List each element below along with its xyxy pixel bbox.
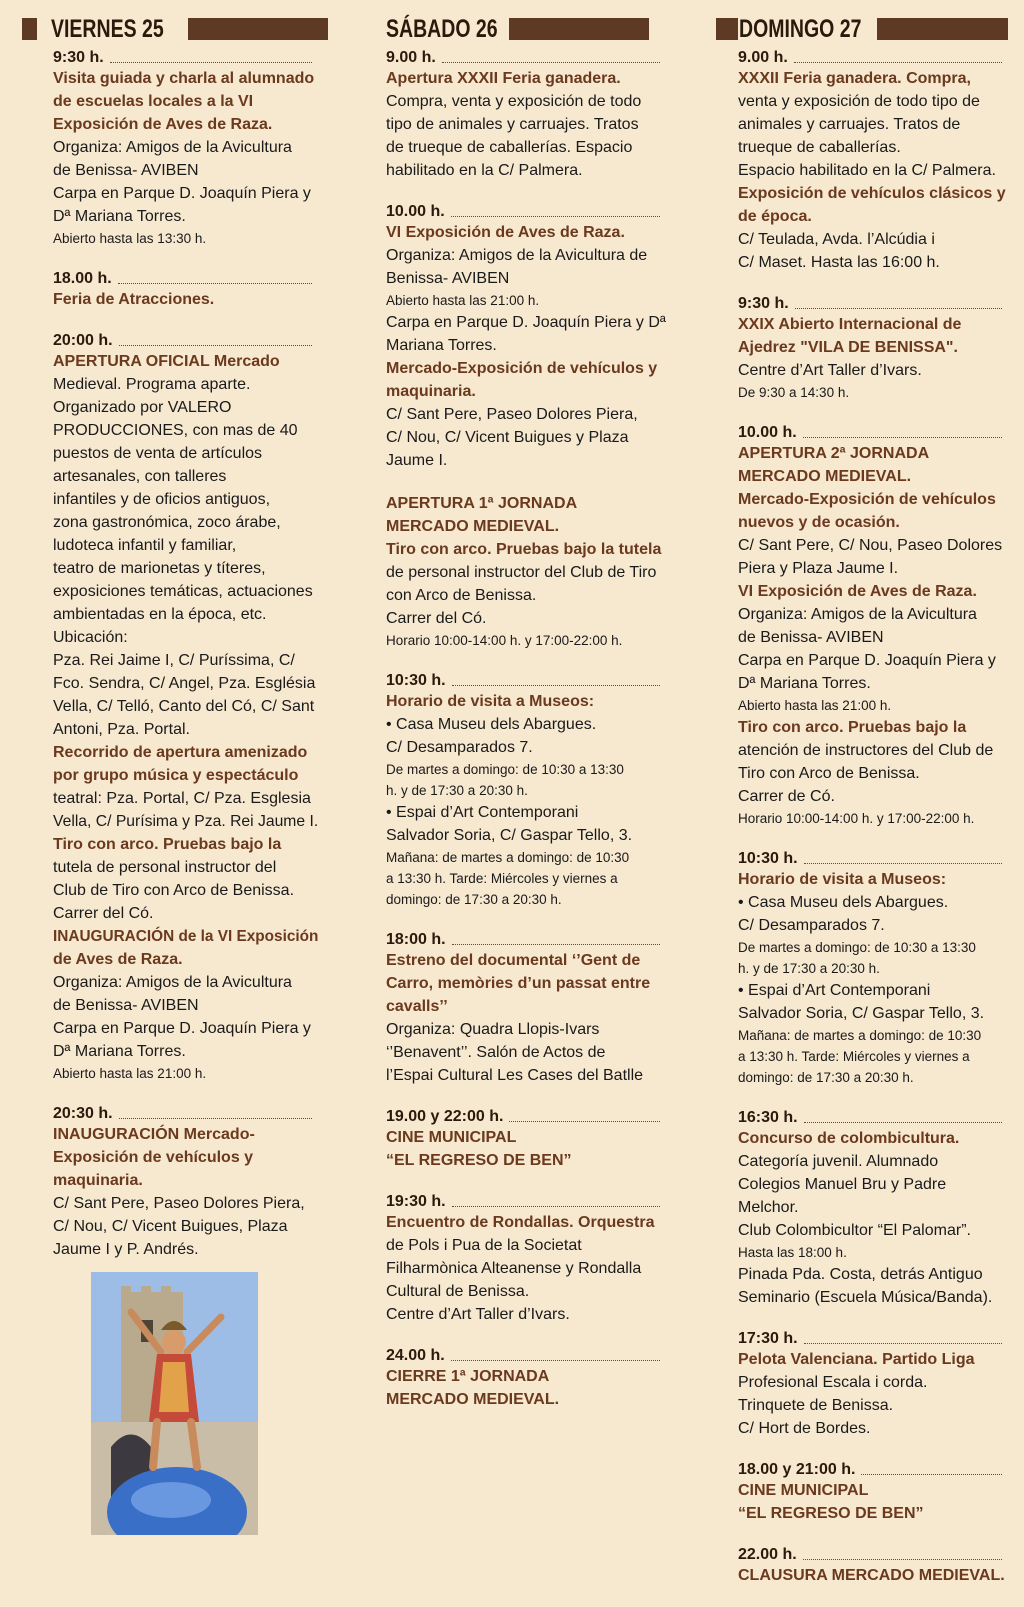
event-detail-line: C/ Nou, C/ Vicent Buigues, Plaza <box>53 1218 288 1235</box>
event-detail-line: Organiza: Amigos de la Avicultura de <box>386 247 648 264</box>
event-title-line: maquinaria. <box>53 1172 143 1189</box>
event-detail-line: domingo: de 17:30 a 20:30 h. <box>738 1070 914 1085</box>
event-detail-line: Jaume I y P. Andrés. <box>53 1241 199 1258</box>
event-detail-line: Abierto hasta las 21:00 h. <box>386 293 540 308</box>
dotted-leader <box>452 943 660 945</box>
header-bar-right <box>188 18 328 40</box>
event-detail-line: Horario 10:00-14:00 h. y 17:00-22:00 h. <box>738 811 975 826</box>
event-block <box>738 1329 1008 1440</box>
event-detail-line: de personal instructor del Club de Tiro <box>386 564 657 581</box>
event-time: 9.00 h. <box>738 49 788 66</box>
event-detail-line: Club de Tiro con Arco de Benissa. <box>53 882 295 899</box>
event-title-line: “EL REGRESO DE BEN” <box>738 1505 924 1522</box>
event-detail-line: Filharmònica Alteanense y Rondalla <box>386 1260 642 1277</box>
event-title-line: nuevos y de ocasión. <box>738 514 900 531</box>
event-detail-line: habilitado en la C/ Palmera. <box>386 162 583 179</box>
event-detail-line: de Benissa- AVIBEN <box>738 629 884 646</box>
event-detail-line: Abierto hasta las 13:30 h. <box>53 231 207 246</box>
event-title-line: “EL REGRESO DE BEN” <box>386 1152 572 1169</box>
event-detail-line: Carpa en Parque D. Joaquín Piera y <box>53 1020 311 1037</box>
event-time-row <box>386 1107 666 1126</box>
event-block <box>53 269 318 311</box>
event-detail-line: C/ Hort de Bordes. <box>738 1420 871 1437</box>
event-title-line: Pelota Valenciana. Partido Liga <box>738 1351 975 1368</box>
column-domingo <box>708 0 1008 1607</box>
dotted-leader <box>452 1205 660 1207</box>
event-detail-line: de Benissa- AVIBEN <box>53 997 199 1014</box>
event-detail-line: C/ Sant Pere, Paseo Dolores Piera, <box>53 1195 305 1212</box>
event-detail-line: domingo: de 17:30 a 20:30 h. <box>386 892 562 907</box>
event-detail-line: De martes a domingo: de 10:30 a 13:30 <box>738 940 976 955</box>
dotted-leader <box>509 1120 660 1122</box>
dotted-leader <box>110 61 312 63</box>
event-detail-line: Abierto hasta las 21:00 h. <box>738 698 892 713</box>
event-time: 22.00 h. <box>738 1546 797 1563</box>
event-title-line: Apertura XXXII Feria ganadera. <box>386 70 621 87</box>
event-title-line: CIERRE 1ª JORNADA <box>386 1368 550 1385</box>
event-time: 9:30 h. <box>53 49 104 66</box>
event-detail-line: tutela de personal instructor del <box>53 859 277 876</box>
event-detail-line: Categoría juvenil. Alumnado <box>738 1153 939 1170</box>
event-detail-line: Centre d’Art Taller d’Ivars. <box>386 1306 570 1323</box>
event-detail-line: Melchor. <box>738 1199 799 1216</box>
event-block <box>738 48 1008 274</box>
event-title-line: Encuentro de Rondallas. Orquestra <box>386 1214 655 1231</box>
event-detail-line: Ubicación: <box>53 629 128 646</box>
day-title: SÁBADO 26 <box>386 15 498 43</box>
event-time-row <box>738 849 1008 868</box>
event-detail-line: Dª Mariana Torres. <box>738 675 871 692</box>
event-detail-line: • Espai d’Art Contemporani <box>738 982 931 999</box>
event-title-line: CINE MUNICIPAL <box>386 1129 517 1146</box>
event-title-line: Tiro con arco. Pruebas bajo la <box>53 836 282 853</box>
event-detail-line: Dª Mariana Torres. <box>53 208 186 225</box>
event-detail-line: Vella, C/ Telló, Canto del Có, C/ Sant <box>53 698 315 715</box>
event-detail-line: C/ Maset. Hasta las 16:00 h. <box>738 254 940 271</box>
event-title-line: Ajedrez "VILA DE BENISSA". <box>738 339 958 356</box>
event-title-line: CINE MUNICIPAL <box>738 1482 869 1499</box>
event-block <box>738 1545 1008 1587</box>
dotted-leader <box>119 344 312 346</box>
event-detail-line: Benissa- AVIBEN <box>386 270 510 287</box>
event-title-line: de época. <box>738 208 812 225</box>
event-detail-line: Seminario (Escuela Música/Banda). <box>738 1289 993 1306</box>
dotted-leader <box>804 1342 1002 1344</box>
event-detail-line: Organiza: Amigos de la Avicultura <box>738 606 977 623</box>
event-title-line: MERCADO MEDIEVAL. <box>738 468 912 485</box>
event-detail-line: Salvador Soria, C/ Gaspar Tello, 3. <box>386 827 633 844</box>
event-detail-line: Horario 10:00-14:00 h. y 17:00-22:00 h. <box>386 633 623 648</box>
event-detail-line: zona gastronómica, zoco árabe, <box>53 514 281 531</box>
event-time-row <box>738 48 1008 67</box>
event-time-row <box>386 48 666 67</box>
event-time: 18:00 h. <box>386 931 446 948</box>
event-detail-line: Profesional Escala i corda. <box>738 1374 928 1391</box>
event-time: 10:30 h. <box>386 672 446 689</box>
event-title-line: VI Exposición de Aves de Raza. <box>386 224 625 241</box>
event-time-row <box>53 269 318 288</box>
event-detail-line: Cultural de Benissa. <box>386 1283 530 1300</box>
event-title-line: Mercado-Exposición de vehículos <box>738 491 996 508</box>
event-detail-line: Jaume I. <box>386 452 448 469</box>
event-detail-line: artesanales, con talleres <box>53 468 227 485</box>
event-detail-line: trueque de caballerías. <box>738 139 901 156</box>
day-title: VIERNES 25 <box>51 15 164 43</box>
event-detail-line: de Benissa- AVIBEN <box>53 162 199 179</box>
event-detail-line: Tiro con Arco de Benissa. <box>738 765 920 782</box>
event-detail-line: Dª Mariana Torres. <box>53 1043 186 1060</box>
event-title-line: Mercado-Exposición de vehículos y <box>386 360 658 377</box>
event-time-row <box>738 1460 1008 1479</box>
header-bar-left <box>22 18 37 40</box>
event-block <box>386 492 666 651</box>
event-title-line: Feria de Atracciones. <box>53 291 215 308</box>
event-block <box>738 423 1008 829</box>
day-header <box>372 0 666 44</box>
dotted-leader <box>451 1359 660 1361</box>
event-detail-line: h. y de 17:30 a 20:30 h. <box>738 961 880 976</box>
event-detail-line: De 9:30 a 14:30 h. <box>738 385 850 400</box>
event-detail-line: Antoni, Pza. Portal. <box>53 721 190 738</box>
event-detail-line: Espacio habilitado en la C/ Palmera. <box>738 162 996 179</box>
event-title-line: Concurso de colombicultura. <box>738 1130 960 1147</box>
event-detail-line: h. y de 17:30 a 20:30 h. <box>386 783 528 798</box>
event-time: 10.00 h. <box>738 424 797 441</box>
event-detail-line: • Casa Museu dels Abargues. <box>738 894 949 911</box>
event-title-line: APERTURA 2ª JORNADA <box>738 445 930 462</box>
event-block <box>738 1108 1008 1309</box>
event-detail-line: Trinquete de Benissa. <box>738 1397 894 1414</box>
event-detail-line: C/ Nou, C/ Vicent Buigues y Plaza <box>386 429 629 446</box>
event-block <box>738 1460 1008 1525</box>
event-detail-line: Organiza: Quadra Llopis-Ivars <box>386 1021 600 1038</box>
event-detail-line: Salvador Soria, C/ Gaspar Tello, 3. <box>738 1005 985 1022</box>
event-detail-line: C/ Desamparados 7. <box>738 917 885 934</box>
event-detail-line: Organiza: Amigos de la Avicultura <box>53 139 292 156</box>
event-detail-line: Medieval. Programa aparte. <box>53 376 251 393</box>
event-block <box>738 849 1008 1088</box>
event-time-row <box>386 1192 666 1211</box>
event-time-row <box>738 1108 1008 1127</box>
event-detail-line: Carpa en Parque D. Joaquín Piera y Dª <box>386 314 666 331</box>
column-sabado <box>372 0 666 1431</box>
header-bar-right <box>877 18 1008 40</box>
dotted-leader <box>803 436 1002 438</box>
event-detail-line: ambientadas en la época, etc. <box>53 606 267 623</box>
event-block <box>53 1104 318 1261</box>
event-detail-line: C/ Sant Pere, C/ Nou, Paseo Dolores <box>738 537 1003 554</box>
event-block <box>386 202 666 472</box>
event-title-line: INAUGURACIÓN de la VI Exposición <box>53 928 319 945</box>
event-detail-line: ludoteca infantil y familiar, <box>53 537 237 554</box>
event-detail-line: Centre d’Art Taller d’Ivars. <box>738 362 922 379</box>
event-title-line: MERCADO MEDIEVAL. <box>386 1391 560 1408</box>
event-time: 19:30 h. <box>386 1193 446 1210</box>
event-title-line: por grupo música y espectáculo <box>53 767 299 784</box>
event-time: 20:30 h. <box>53 1105 113 1122</box>
event-detail-line: PRODUCCIONES, con mas de 40 <box>53 422 298 439</box>
event-title-line: de escuelas locales a la VI <box>53 93 254 110</box>
event-title-line: Horario de visita a Museos: <box>386 693 595 710</box>
event-detail-line: teatral: Pza. Portal, C/ Pza. Esglesia <box>53 790 311 807</box>
event-detail-line: tipo de animales y carruajes. Tratos <box>386 116 639 133</box>
event-detail-line: Carrer del Có. <box>53 905 154 922</box>
event-detail-line: C/ Desamparados 7. <box>386 739 533 756</box>
day-header <box>22 0 318 44</box>
event-time-row <box>386 671 666 690</box>
event-detail-line: • Casa Museu dels Abargues. <box>386 716 597 733</box>
event-time: 9.00 h. <box>386 49 436 66</box>
event-detail-line: C/ Sant Pere, Paseo Dolores Piera, <box>386 406 638 423</box>
event-detail-line: l’Espai Cultural Les Cases del Batlle <box>386 1067 644 1084</box>
dotted-leader <box>119 1117 312 1119</box>
event-title-line: XXXII Feria ganadera. Compra, <box>738 70 971 87</box>
event-block <box>738 294 1008 403</box>
event-time: 24.00 h. <box>386 1347 445 1364</box>
event-detail-line: Organiza: Amigos de la Avicultura <box>53 974 292 991</box>
event-time: 16:30 h. <box>738 1109 798 1126</box>
event-detail-line: de Pols i Pua de la Societat <box>386 1237 582 1254</box>
event-time-row <box>53 48 318 67</box>
dotted-leader <box>803 1558 1002 1560</box>
event-list <box>372 48 666 1411</box>
event-title-line: MERCADO MEDIEVAL. <box>386 518 560 535</box>
event-title-line: Estreno del documental ‘’Gent de <box>386 952 641 969</box>
event-detail-line: Carpa en Parque D. Joaquín Piera y <box>738 652 996 669</box>
dotted-leader <box>442 61 660 63</box>
event-title-line: cavalls’’ <box>386 998 448 1015</box>
dotted-leader <box>804 1121 1002 1123</box>
event-block <box>386 1192 666 1326</box>
event-time: 9:30 h. <box>738 295 789 312</box>
event-detail-line: Colegios Manuel Bru y Padre <box>738 1176 947 1193</box>
event-detail-line: Hasta las 18:00 h. <box>738 1245 847 1260</box>
event-list <box>708 48 1008 1587</box>
event-time-row <box>386 930 666 949</box>
dotted-leader <box>804 862 1002 864</box>
event-detail-line: Carpa en Parque D. Joaquín Piera y <box>53 185 311 202</box>
event-title-line: Tiro con arco. Pruebas bajo la <box>738 719 967 736</box>
event-detail-line: Mañana: de martes a domingo: de 10:30 <box>738 1028 982 1043</box>
event-block <box>386 48 666 182</box>
header-bar-left <box>716 18 738 40</box>
event-title-line: maquinaria. <box>386 383 476 400</box>
event-time-row <box>53 1104 318 1123</box>
dotted-leader <box>452 684 660 686</box>
event-title-line: Exposición de vehículos clásicos y <box>738 185 1006 202</box>
event-detail-line: Organizado por VALERO <box>53 399 232 416</box>
event-detail-line: C/ Teulada, Avda. l’Alcúdia i <box>738 231 935 248</box>
event-detail-line: infantiles y de oficios antiguos, <box>53 491 271 508</box>
event-title-line: Horario de visita a Museos: <box>738 871 947 888</box>
day-header <box>708 0 1008 44</box>
event-block <box>53 48 318 249</box>
event-time-row <box>53 331 318 350</box>
event-title-line: Exposición de vehículos y <box>53 1149 254 1166</box>
event-detail-line: Pza. Rei Jaime I, C/ Puríssima, C/ <box>53 652 295 669</box>
event-detail-line: atención de instructores del Club de <box>738 742 994 759</box>
event-detail-line: Pinada Pda. Costa, detrás Antiguo <box>738 1266 983 1283</box>
event-title-line: Exposición de Aves de Raza. <box>53 116 273 133</box>
dotted-leader <box>861 1473 1002 1475</box>
event-detail-line: Abierto hasta las 21:00 h. <box>53 1066 207 1081</box>
event-time: 18.00 h. <box>53 270 112 287</box>
event-detail-line: Compra, venta y exposición de todo <box>386 93 642 110</box>
event-title-line: Visita guiada y charla al alumnado <box>53 70 315 87</box>
event-detail-line: puestos de venta de artículos <box>53 445 263 462</box>
event-title-line: Tiro con arco. Pruebas bajo la tutela <box>386 541 662 558</box>
event-title-line: XXIX Abierto Internacional de <box>738 316 962 333</box>
event-detail-line: de trueque de caballerías. Espacio <box>386 139 633 156</box>
event-time: 10:30 h. <box>738 850 798 867</box>
event-detail-line: Club Colombicultor “El Palomar”. <box>738 1222 971 1239</box>
event-title-line: Recorrido de apertura amenizado <box>53 744 308 761</box>
event-time-row <box>738 1329 1008 1348</box>
event-time: 20:00 h. <box>53 332 113 349</box>
dotted-leader <box>794 61 1002 63</box>
event-detail-line: Mañana: de martes a domingo: de 10:30 <box>386 850 630 865</box>
event-time-row <box>738 294 1008 313</box>
dotted-leader <box>451 215 660 217</box>
event-detail-line: animales y carruajes. Tratos de <box>738 116 961 133</box>
event-time: 19.00 y 22:00 h. <box>386 1108 504 1125</box>
event-time-row <box>386 1346 666 1365</box>
day-title: DOMINGO 27 <box>739 15 862 43</box>
event-time: 18.00 y 21:00 h. <box>738 1461 856 1478</box>
event-detail-line: exposiciones temáticas, actuaciones <box>53 583 313 600</box>
event-detail-line: Piera y Plaza Jaume I. <box>738 560 899 577</box>
event-detail-line: a 13:30 h. Tarde: Miércoles y viernes a <box>738 1049 970 1064</box>
event-title-line: CLAUSURA MERCADO MEDIEVAL. <box>738 1567 1005 1584</box>
header-bar-right <box>509 18 649 40</box>
event-title-line: de Aves de Raza. <box>53 951 183 968</box>
event-detail-line: De martes a domingo: de 10:30 a 13:30 <box>386 762 624 777</box>
event-detail-line: Vella, C/ Purísima y Pza. Rei Jaume I. <box>53 813 319 830</box>
event-time-row <box>738 423 1008 442</box>
event-title-line: APERTURA OFICIAL Mercado <box>53 353 280 370</box>
event-detail-line: Carrer del Có. <box>386 610 487 627</box>
dotted-leader <box>795 307 1002 309</box>
event-detail-line: venta y exposición de todo tipo de <box>738 93 980 110</box>
event-time-row <box>386 202 666 221</box>
medieval-performer-photo <box>91 1272 258 1535</box>
event-detail-line: Carrer de Có. <box>738 788 835 805</box>
event-detail-line: Mariana Torres. <box>386 337 497 354</box>
photo-illustration <box>91 1272 258 1535</box>
event-title-line: APERTURA 1ª JORNADA <box>386 495 578 512</box>
event-time: 17:30 h. <box>738 1330 798 1347</box>
event-detail-line: teatro de marionetas y títeres, <box>53 560 266 577</box>
event-time: 10.00 h. <box>386 203 445 220</box>
column-viernes <box>22 0 318 1281</box>
event-detail-line: con Arco de Benissa. <box>386 587 537 604</box>
event-block <box>386 1346 666 1411</box>
event-detail-line: a 13:30 h. Tarde: Miércoles y viernes a <box>386 871 618 886</box>
event-block <box>386 930 666 1087</box>
event-detail-line: • Espai d’Art Contemporani <box>386 804 579 821</box>
dotted-leader <box>118 282 312 284</box>
event-block <box>386 1107 666 1172</box>
event-title-line: INAUGURACIÓN Mercado- <box>53 1126 255 1143</box>
event-title-line: VI Exposición de Aves de Raza. <box>738 583 977 600</box>
event-block <box>386 671 666 910</box>
event-detail-line: ‘’Benavent’’. Salón de Actos de <box>386 1044 606 1061</box>
event-list <box>22 48 318 1261</box>
event-title-line: Carro, memòries d’un passat entre <box>386 975 651 992</box>
event-block <box>53 331 318 1084</box>
event-detail-line: Fco. Sendra, C/ Angel, Pza. Església <box>53 675 316 692</box>
